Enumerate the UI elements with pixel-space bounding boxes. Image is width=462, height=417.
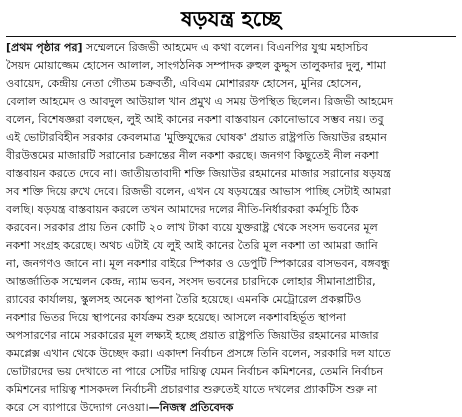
headline: ষড়যন্ত্র হচ্ছে — [181, 6, 281, 31]
article-line: কমপ্লেক্স এখান থেকে উচ্ছেদ করা। একাদশ নির্বাচন প্রসঙ্গে তিনি বলেন, সরকারি দল যাতে — [6, 347, 391, 360]
article-line — [6, 39, 458, 57]
article-body — [6, 39, 458, 414]
article-line: র‍্যাবের কার্যালয়, স্কুলসহ অনেক স্থাপনা তৈরি হয়েছে। এমনকি মেট্রোরেল প্রকল্পটিও — [6, 293, 362, 306]
article-line-text: করে সে ব্যাপারে উদ্যোগ নেওয়া। — [6, 401, 149, 414]
article-line: আন্তর্জাতিক সম্মেলন কেন্দ্র, ন্যাম ভবন, সংসদ ভবনের চারদিকে লোহার সীমানাপ্রাচীর, — [6, 275, 376, 288]
article-line: সৈয়দ মোয়াজ্জেম হোসেন আলাল, সাংগঠনিক সম্পাদক রুহুল কুদ্দুস তালুকদার দুলু, শামা — [6, 59, 386, 72]
article-line: সব শক্তি দিয়ে রুখে দেবে। রিজভী বলেন, এখন যে ষড়যন্ত্রের আভাস পাচ্ছি সেটাই আমরা — [6, 185, 391, 198]
article-line-text: সম্মেলনে রিজভী আহমেদ এ কথা বলেন। বিএনপির যুগ্ম মহাসচিব — [82, 41, 368, 54]
article-line: নকশার ভিতর দিয়ে স্থাপনের কার্যক্রম শুরু হয়েছে। আসলে নকশাবহির্ভূত স্থাপনা — [6, 311, 346, 324]
article-line: ভোটারদের ভয় দেখাতে না পারে সেটির দায়িত্ব যেমন নির্বাচন কমিশনের, তেমনি নির্বাচন — [6, 365, 384, 378]
article-line: কমিশনের দায়িত্ব শাসকদল নির্বাচনী প্রচারণার শুরুতেই যাতে দখলের প্র্যাকটিস শুরু না — [6, 383, 378, 396]
article-line: ওবায়েদ, কেন্দ্রীয় নেতা গৌতম চক্রবর্তী, এবিএম মোশাররফ হোসেন, মুনির হোসেন, — [6, 77, 362, 90]
article-line — [6, 399, 458, 417]
article-line: করবেন। সরকার প্রায় তিন কোটি ২০ লাখ টাকা ব্যয়ে যুক্তরাষ্ট্র থেকে সংসদ ভবনের মূল — [6, 221, 378, 234]
article-line: বলছি। ষড়যন্ত্র বাস্তবায়ন করলে তখন আমাদের দলের নীতি-নির্ধারকরা কর্মসূচি ঠিক — [6, 203, 359, 216]
article-line: বেলাল আহমেদ ও আবদুল আউয়াল খান প্রমুখ এ সময় উপস্থিত ছিলেন। রিজভী আহমেদ — [6, 95, 394, 108]
continuation-label: [প্রথম পৃষ্ঠার পর] — [6, 41, 83, 54]
article-line: বীরউত্তমের মাজারটি সরানোর চক্রান্তের নীল নকশা করছে। জনগণ কিছুতেই নীল নকশা — [6, 149, 379, 162]
article-line: বাস্তবায়ন করতে দেবে না। জাতীয়তাবাদী শক্তি জিয়াউর রহমানের মাজার সরানোর ষড়যন্ত্র — [6, 167, 391, 180]
headline-divider — [6, 36, 456, 37]
article-line: না, জনগণও জানে না। মূল নকশার বাইরে স্পিকার ও ডেপুটি স্পিকারের বাসভবন, বঙ্গবন্ধু — [6, 257, 390, 270]
article-line: এই ভোটারবিহীন সরকার কেবলমাত্র 'মুক্তিযুদ্ধের ঘোষক' প্রয়াত রাষ্ট্রপতি জিয়াউর রহমান — [6, 131, 387, 144]
article-line: অপসারণের নামে সরকারের মূল লক্ষ্যই হচ্ছে প্রয়াত রাষ্ট্রপতি জিয়াউর রহমানের মাজার — [6, 329, 379, 342]
article-line: নকশা সংগ্রহ করেছে। অথচ এটাই যে লুই আই কানের তৈরি মূল নকশা তা আমরা জানি — [6, 239, 378, 252]
article-line: বলেন, বিশেষজ্ঞরা বলছেন, লুই আই কানের নকশা বাস্তবায়ন কোনোভাবে সম্ভব নয়। তবু — [6, 113, 384, 126]
byline: —নিজস্ব প্রতিবেদক — [148, 401, 234, 414]
